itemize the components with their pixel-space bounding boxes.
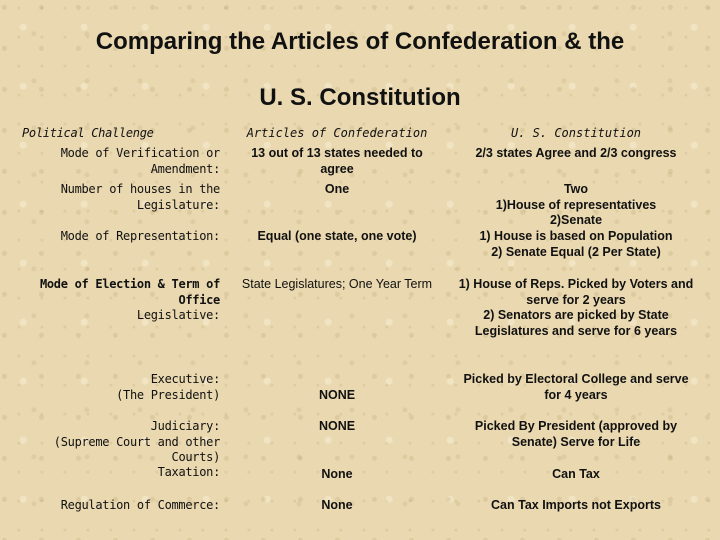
row-articles-judiciary: [232, 419, 442, 435]
text-line: None: [321, 498, 353, 512]
row-constitution-commerce: [450, 498, 702, 514]
text-line: serve for 2 years: [526, 292, 626, 307]
text-line: Regulation of Commerce:: [60, 498, 220, 512]
text-line: Amendment:: [150, 161, 220, 176]
text-line: Mode of Representation:: [60, 229, 220, 243]
text-line: Legislature:: [136, 197, 220, 212]
row-challenge-commerce: [20, 498, 220, 514]
text-line: Legislative:: [136, 308, 220, 322]
row-challenge-election: [20, 277, 220, 324]
text-line: (Supreme Court and other: [53, 434, 220, 449]
row-articles-amendment: [232, 146, 442, 177]
title-line-1: Comparing the Articles of Confederation & the: [95, 28, 625, 55]
row-articles-commerce: [232, 498, 442, 514]
row-challenge-houses: [20, 182, 220, 213]
text-line: Courts): [171, 450, 220, 464]
text-line: Picked by Electoral College and serve: [463, 372, 689, 386]
title-line-2: U. S. Constitution: [259, 84, 461, 111]
text-line: Mode of Election & Term of: [39, 277, 220, 291]
row-constitution-judiciary: [450, 419, 702, 450]
text-line: 1) House of Reps. Picked by Voters and: [458, 277, 694, 291]
text-line: NONE: [318, 419, 356, 433]
text-line: Equal (one state, one vote): [257, 229, 417, 243]
text-line: Can Tax Imports not Exports: [491, 498, 661, 512]
row-constitution-amendment: [450, 146, 702, 162]
text-line: Senate) Serve for Life: [511, 434, 641, 449]
text-line: Number of houses in the: [60, 182, 220, 196]
text-line: 2/3 states Agree and 2/3 congress: [475, 146, 677, 160]
row-challenge-judiciary: [20, 419, 220, 466]
text-line: 2)Senate: [549, 213, 603, 227]
row-constitution-taxation: [450, 467, 702, 483]
row-constitution-election: [450, 277, 702, 339]
row-constitution-executive: [450, 372, 702, 403]
row-constitution-houses: [450, 182, 702, 229]
text-line: NONE: [318, 388, 356, 402]
row-challenge-representation: [20, 229, 220, 245]
text-line: 1) House is based on Population: [479, 229, 673, 243]
text-line: for 4 years: [544, 387, 608, 402]
row-constitution-representation: [450, 229, 702, 260]
row-challenge-taxation: [20, 465, 220, 481]
text-line: 1)House of representatives: [495, 197, 657, 212]
text-line: Picked By President (approved by: [474, 419, 678, 433]
row-articles-representation: [232, 229, 442, 245]
row-articles-election: [232, 277, 442, 293]
header-political-challenge: Political Challenge: [22, 126, 154, 140]
text-line: Mode of Verification or: [60, 146, 220, 160]
text-line: State Legislatures; One Year Term: [241, 277, 433, 291]
text-line: One: [324, 182, 350, 196]
header-constitution: U. S. Constitution: [510, 126, 642, 140]
text-line: Taxation:: [157, 465, 220, 479]
text-line: Legislatures and serve for 6 years: [474, 323, 678, 338]
text-line: Executive:: [150, 372, 220, 386]
text-line: None: [321, 467, 353, 481]
row-challenge-executive: [20, 372, 220, 403]
row-articles-houses: [232, 182, 442, 198]
text-line: agree: [320, 161, 354, 176]
text-line: 2) Senate Equal (2 Per State): [491, 244, 661, 259]
text-line: Office: [178, 292, 220, 307]
row-articles-taxation: [232, 467, 442, 483]
header-articles: Articles of Confederation: [246, 126, 428, 140]
row-articles-executive: [232, 388, 442, 404]
text-line: Judiciary:: [150, 419, 220, 433]
text-line: Two: [563, 182, 589, 196]
text-line: 13 out of 13 states needed to: [251, 146, 423, 160]
text-line: (The President): [116, 387, 220, 402]
row-challenge-amendment: [20, 146, 220, 177]
text-line: Can Tax: [552, 467, 600, 481]
text-line: 2) Senators are picked by State: [483, 308, 669, 322]
